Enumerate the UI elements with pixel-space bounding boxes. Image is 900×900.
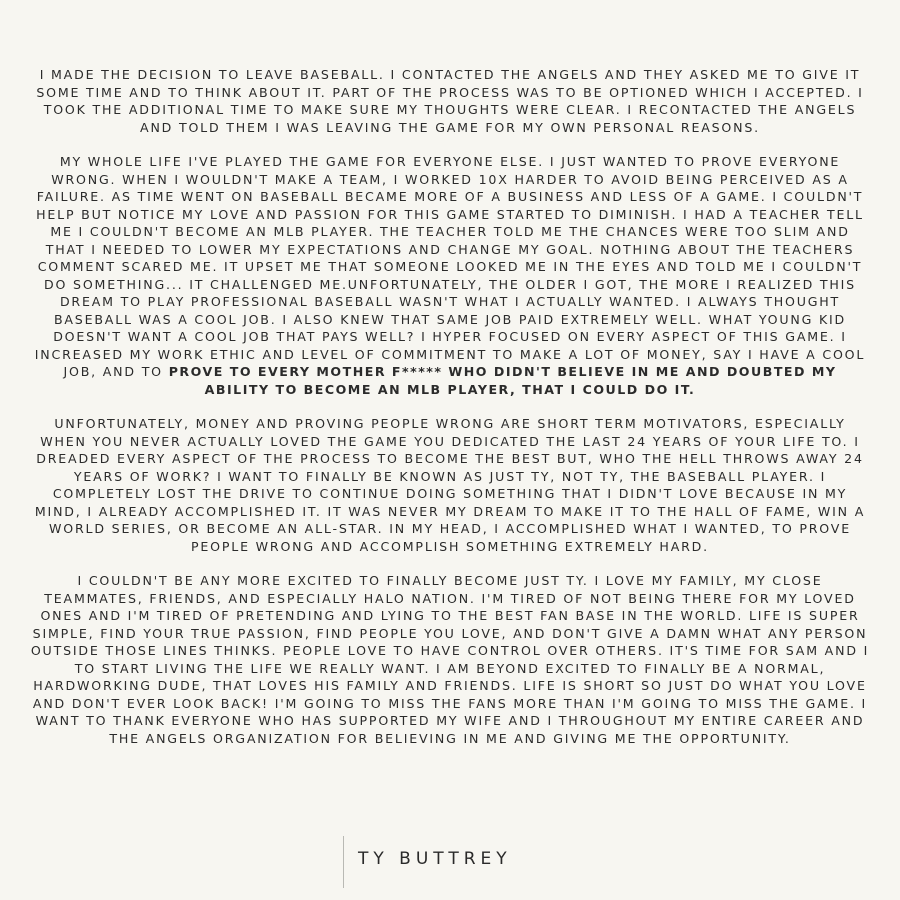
signature-name: TY BUTTREY: [358, 849, 512, 869]
paragraph-text: I MADE THE DECISION TO LEAVE BASEBALL. I CONTACTED THE ANGELS AND THEY ASKED ME TO GIVE IT SOME TIME AND TO THINK ABOUT IT. PART OF THE PROCESS WAS TO BE OPTIONED WHICH I ACCEPTED. I TOOK THE ADDITIONAL TIME TO MAKE SURE MY THOUGHTS WERE CLEAR. I RECONTACTED THE ANGELS AND TOLD THEM I WAS LEAVING THE GAME FOR MY OWN PERSONAL REASONS.: [36, 67, 864, 135]
signature-divider: [343, 836, 344, 888]
paragraph-bold-text: PROVE TO EVERY MOTHER F***** WHO DIDN'T BELIEVE IN ME AND DOUBTED MY ABILITY TO BECOME AN MLB PLAYER, THAT I COULD DO IT.: [168, 364, 837, 397]
statement-paragraph-1: [30, 66, 870, 136]
statement-paragraph-4: [30, 572, 870, 747]
paragraph-text: MY WHOLE LIFE I'VE PLAYED THE GAME FOR EVERYONE ELSE. I JUST WANTED TO PROVE EVERYONE WRONG. WHEN I WOULDN'T MAKE A TEAM, I WORKED 10X HARDER TO AVOID BEING PERCEIVED AS A FAILURE. AS TIME WENT ON BASEBALL BECAME MORE OF A BUSINESS AND LESS OF A GAME. I COULDN'T HELP BUT NOTICE MY LOVE AND PASSION FOR THIS GAME STARTED TO DIMINISH. I HAD A TEACHER TELL ME I COULDN'T BECOME AN MLB PLAYER. THE TEACHER TOLD ME THE CHANCES WERE TOO SLIM AND THAT I NEEDED TO LOWER MY EXPECTATIONS AND CHANGE MY GOAL. NOTHING ABOUT THE TEACHERS COMMENT SCARED ME. IT UPSET ME THAT SOMEONE LOOKED ME IN THE EYES AND TOLD ME I COULDN'T DO SOMETHING... IT CHALLENGED ME.UNFORTUNATELY, THE OLDER I GOT, THE MORE I REALIZED THIS DREAM TO PLAY PROFESSIONAL BASEBALL WASN'T WHAT I ACTUALLY WANTED. I ALWAYS THOUGHT BASEBALL WAS A COOL JOB. I ALSO KNEW THAT SAME JOB PAID EXTREMELY WELL. WHAT YOUNG KID DOESN'T WANT A COOL JOB THAT PAYS WELL? I HYPER FOCUSED ON EVERY ASPECT OF THIS GAME. I INCREASED MY WORK ETHIC AND LEVEL OF COMMITMENT TO MAKE A LOT OF MONEY, SAY I HAVE A COOL JOB, AND TO: [34, 154, 866, 379]
paragraph-text: I COULDN'T BE ANY MORE EXCITED TO FINALLY BECOME JUST TY. I LOVE MY FAMILY, MY CLOSE TEAMMATES, FRIENDS, AND ESPECIALLY HALO NATION. I'M TIRED OF NOT BEING THERE FOR MY LOVED ONES AND I'M TIRED OF PRETENDING AND LYING TO THE BEST FAN BASE IN THE WORLD. LIFE IS SUPER SIMPLE, FIND YOUR TRUE PASSION, FIND PEOPLE YOU LOVE, AND DON'T GIVE A DAMN WHAT ANY PERSON OUTSIDE THOSE LINES THINKS. PEOPLE LOVE TO HAVE CONTROL OVER OTHERS. IT'S TIME FOR SAM AND I TO START LIVING THE LIFE WE REALLY WANT. I AM BEYOND EXCITED TO FINALLY BE A NORMAL, HARDWORKING DUDE, THAT LOVES HIS FAMILY AND FRIENDS. LIFE IS SHORT SO JUST DO WHAT YOU LOVE AND DON'T EVER LOOK BACK! I'M GOING TO MISS THE FANS MORE THAN I'M GOING TO MISS THE GAME. I WANT TO THANK EVERYONE WHO HAS SUPPORTED MY WIFE AND I THROUGHOUT MY ENTIRE CAREER AND THE ANGELS ORGANIZATION FOR BELIEVING IN ME AND GIVING ME THE OPPORTUNITY.: [30, 573, 870, 746]
retirement-statement: [30, 66, 870, 747]
statement-paragraph-3: [30, 415, 870, 555]
statement-paragraph-2: [30, 153, 870, 398]
paragraph-text: UNFORTUNATELY, MONEY AND PROVING PEOPLE WRONG ARE SHORT TERM MOTIVATORS, ESPECIALLY WHEN YOU NEVER ACTUALLY LOVED THE GAME YOU DEDICATED THE LAST 24 YEARS OF YOUR LIFE TO. I DREADED EVERY ASPECT OF THE PROCESS TO BECOME THE BEST BUT, WHO THE HELL THROWS AWAY 24 YEARS OF WORK? I WANT TO FINALLY BE KNOWN AS JUST TY, NOT TY, THE BASEBALL PLAYER. I COMPLETELY LOST THE DRIVE TO CONTINUE DOING SOMETHING THAT I DIDN'T LOVE BECAUSE IN MY MIND, I ALREADY ACCOMPLISHED IT. IT WAS NEVER MY DREAM TO MAKE IT TO THE HALL OF FAME, WIN A WORLD SERIES, OR BECOME AN ALL-STAR. IN MY HEAD, I ACCOMPLISHED WHAT I WANTED, TO PROVE PEOPLE WRONG AND ACCOMPLISH SOMETHING EXTREMELY HARD.: [34, 416, 866, 554]
